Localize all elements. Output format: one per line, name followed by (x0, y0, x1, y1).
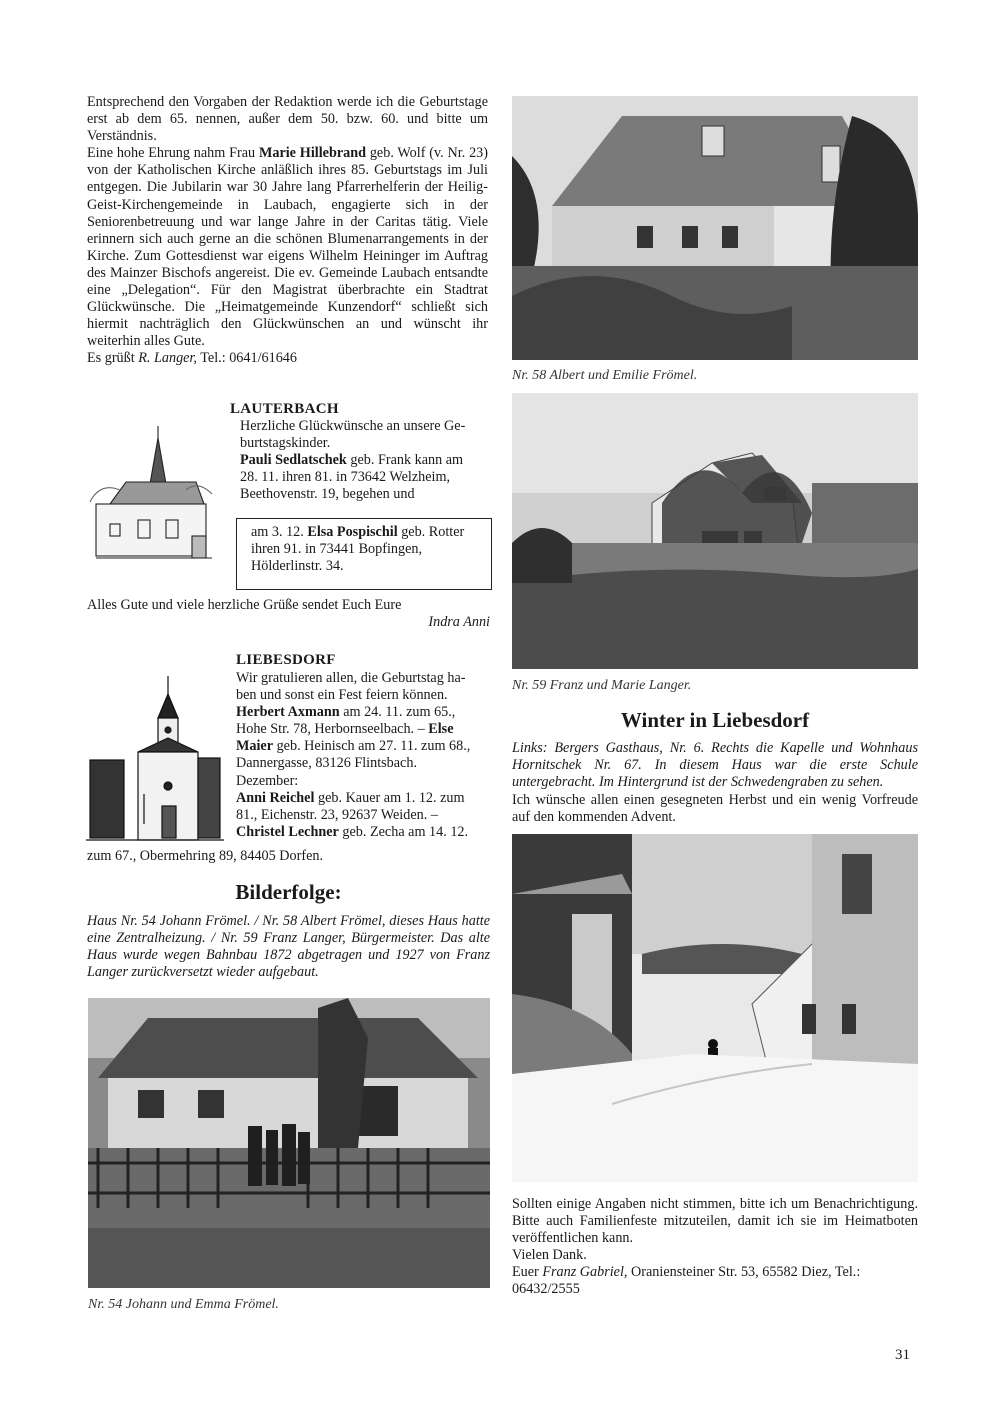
intro-paragraph-1: Entsprechend den Vorgaben der Redaktion werde ich die Geburtstage erst ab dem 65. nennen, außer dem 50. bzw. 60. und bitte um Verständnis. (87, 94, 488, 145)
caption-photo-58: Nr. 58 Albert und Emilie Frömel. (512, 368, 698, 383)
lauterbach-box: am 3. 12. Elsa Pospischil geb. Rotter ihren 91. in 73441 Bopfingen, Hölderlinstr. 34. (236, 518, 492, 590)
lauterbach-signature: Indra Anni (428, 614, 490, 630)
page-number: 31 (895, 1347, 910, 1363)
lauterbach-heading: LAUTERBACH (230, 401, 339, 417)
winter-caption: Links: Bergers Gasthaus, Nr. 6. Rechts die Kapelle und Wohnhaus Hornitschek Nr. 67. In diesem Haus war die erste Schule untergebracht. Im Hintergrund ist der Schwedengraben zu sehen. (512, 740, 918, 791)
intro-text (87, 94, 488, 368)
winter-heading: Winter in Liebesdorf (620, 708, 810, 732)
photo-house-54 (88, 998, 490, 1288)
intro-greeting: Es grüßt R. Langer, Tel.: 0641/61646 (87, 350, 297, 367)
jubilee-name: Marie Hillebrand (258, 145, 367, 162)
lauterbach-name-2: Elsa Pospischil (307, 524, 398, 540)
caption-photo-59: Nr. 59 Franz und Marie Langer. (512, 678, 692, 693)
lauterbach-name-1: Pauli Sedlatschek (240, 452, 347, 469)
liebesdorf-last-line: zum 67., Obermehring 89, 84405 Dorfen. (87, 848, 324, 864)
intro-paragraph-2: Eine hohe Ehrung nahm Frau Marie Hillebrand geb. Wolf (v. Nr. 23) von der Katholischen Kirche anläßlich ihres 85. Geburtstags im Juli entgegen. Die Jubilarin war 30 Jahre lang Pfarrerhelferin der Heilig-Geist-Kirchengemeinde in Laubach, engagierte sich in der Seniorenbetreuung und war lange Jahre in der Caritas tätig. Viele erinnern sich auch gerne an die schönen Blumenarrangements in der Kirche. Zum Gottesdienst war eigens Wilhelm Heininger im Auftrag des Mainzer Bischofs angereist. Die ev. Gemeinde Laubach entsandte eine „Delegation“. Für den Magistrat überbrachte ein Stadtrat Glückwünsche. Die „Heimatgemeinde Kunzendorf“ schließt sich hiermit nachträglich den Glückwünschen an und wünscht ihr weiterhin alles Gute. (87, 145, 488, 350)
footer-text: Sollten einige Angaben nicht stimmen, bitte ich um Benachrichtigung. Bitte auch Familienfeste mitzuteilen, damit ich sie im Heimatboten veröffentlichen kann. Vielen Dank. Euer Franz Gabriel, Oraniensteiner Str. 53, 65582 Diez, Tel.: 06432/2555 (512, 1196, 918, 1298)
winter-wish: Ich wünsche allen einen gesegneten Herbst und ein wenig Vorfreude auf den kommenden Advent. (512, 792, 918, 826)
lauterbach-closing: Alles Gute und viele herzliche Grüße sendet Euch Eure (87, 597, 402, 613)
photo-winter-liebesdorf (512, 834, 918, 1182)
liebesdorf-text: Wir gratulieren allen, die Geburtstag ha- ben und sonst ein Fest feiern können. Herbert Axmann am 24. 11. zum 65., Hohe Str. 78, Herbornseelbach. – Else Maier geb. Heinisch am 27. 11. zum 68., Dannergasse, 83126 Flintsbach. Dezember: Anni Reichel geb. Kauer am 1. 12. zum 81., Eichenstr. 23, 92637 Weiden. – Christel Lechner geb. Zecha am 14. 12. (236, 670, 471, 840)
bilderfolge-text: Haus Nr. 54 Johann Frömel. / Nr. 58 Albert Frömel, dieses Haus hatte eine Zentralheizung. / Nr. 59 Franz Langer, Bürgermeister. Das alte Haus wurde wegen Bahnbau 1872 abgetragen und 1927 von Franz Langer zurückversetzt wieder aufgebaut. (87, 913, 490, 981)
bilderfolge-heading: Bilderfolge: (235, 880, 342, 904)
photo-house-59 (512, 393, 918, 669)
liebesdorf-chapel-drawing (86, 674, 224, 846)
photo-house-58 (512, 96, 918, 360)
lauterbach-text: Herzliche Glückwünsche an unsere Ge- burtstagskinder. Pauli Sedlatschek geb. Frank kann am 28. 11. ihren 81. in 73642 Welzheim, Beethovenstr. 19, begehen und (240, 418, 466, 503)
liebesdorf-heading: LIEBESDORF (236, 652, 336, 668)
lauterbach-chapel-drawing (86, 424, 218, 564)
caption-photo-54: Nr. 54 Johann und Emma Frömel. (88, 1297, 279, 1312)
